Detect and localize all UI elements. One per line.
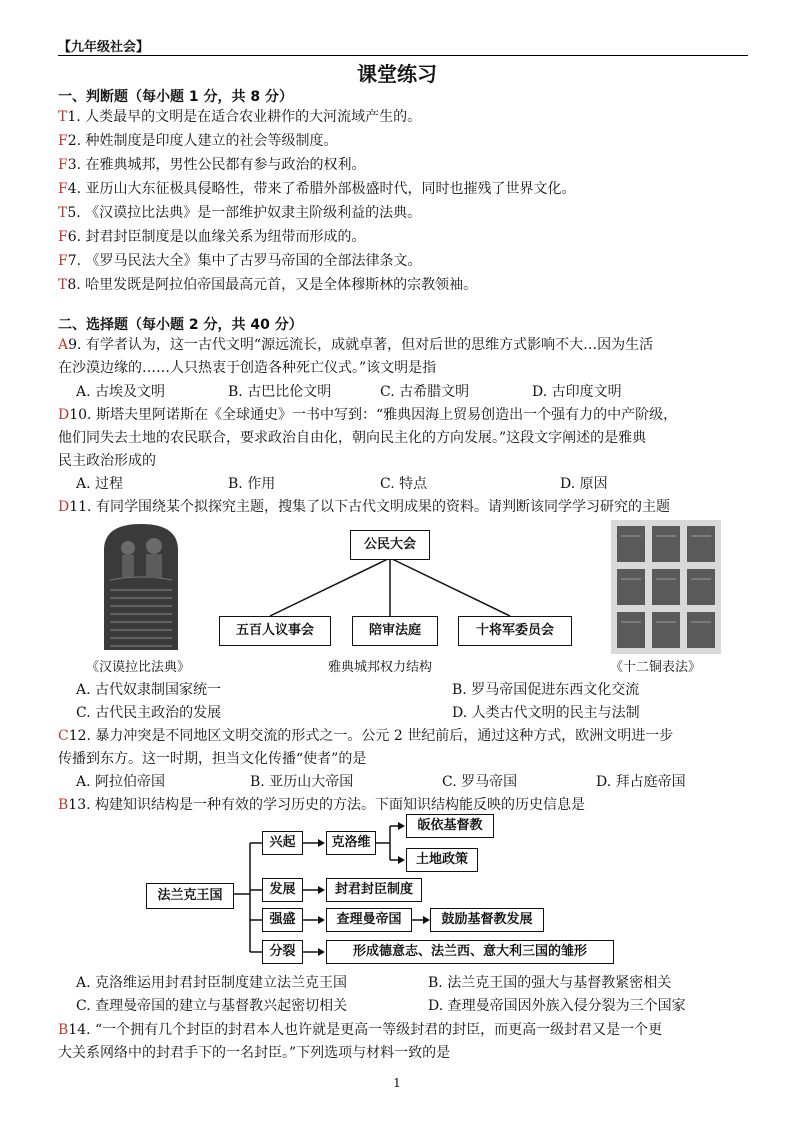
q12-line-2: 传播到东方。这一时期，担当文化传播“使者”的是 — [58, 751, 367, 767]
q10-option-c: C. 特点 — [380, 476, 428, 492]
q11-option-b: B. 罗马帝国促进东西文化交流 — [452, 682, 640, 698]
q13-option-c: C. 查理曼帝国的建立与基督教兴起密切相关 — [76, 998, 348, 1014]
diagram-ten-generals: 十将军委员会 — [458, 616, 572, 646]
q10-option-d: D. 原因 — [560, 476, 608, 492]
stage-split: 分裂 — [262, 940, 303, 964]
tf-item-6: F6. 封君封臣制度是以血缘关系为纽带而形成的。 — [58, 229, 366, 245]
grade-tag: 【九年级社会】 — [58, 40, 150, 55]
q10-line-2: 他们同失去土地的农民联合，要求政治自由化，朝向民主化的方向发展。”这段文字阐述的是雅典 — [58, 430, 647, 446]
q14-line-2: 大关系网络中的封君手下的一名封臣。”下列选项与材料一致的是 — [58, 1045, 451, 1061]
land-policy-box: 土地政策 — [406, 848, 478, 872]
twelve-tables-image — [611, 520, 721, 654]
q10-option-b: B. 作用 — [228, 476, 276, 492]
diagram-citizens-assembly: 公民大会 — [350, 530, 430, 560]
stage-develop: 发展 — [262, 878, 303, 902]
tf-item-1: T1. 人类最早的文明是在适合农业耕作的大河流域产生的。 — [58, 109, 422, 125]
q13-option-d: D. 查理曼帝国因外族入侵分裂为三个国家 — [428, 998, 686, 1014]
stage-rise: 兴起 — [262, 831, 303, 855]
q12-option-d: D. 拜占庭帝国 — [596, 774, 686, 790]
section2-heading: 二、选择题（每小题 2 分，共 40 分） — [58, 317, 303, 333]
tf-item-7: F7. 《罗马民法大全》集中了古罗马帝国的全部法律条文。 — [58, 253, 422, 269]
encourage-christianity-box: 鼓励基督教发展 — [430, 908, 544, 932]
q13-line-1: B13. 构建知识结构是一种有效的学习历史的方法。下面知识结构能反映的历史信息是 — [58, 797, 586, 813]
q9-line-2: 在沙漠边缘的……人只热衷于创造各种死亡仪式。”该文明是指 — [58, 360, 437, 376]
q10-option-a: A. 过程 — [76, 476, 124, 492]
tf-item-3: F3. 在雅典城邦，男性公民都有参与政治的权利。 — [58, 157, 366, 173]
diagram-jury-court: 陪审法庭 — [352, 616, 438, 646]
q12-option-a: A. 阿拉伯帝国 — [76, 774, 166, 790]
q13-option-a: A. 克洛维运用封君封臣制度建立法兰克王国 — [76, 975, 348, 991]
q10-line-3: 民主政治形成的 — [58, 453, 156, 469]
feudal-system-box: 封君封臣制度 — [326, 878, 422, 902]
q11-option-c: C. 古代民主政治的发展 — [76, 705, 222, 721]
tf-item-2: F2. 种姓制度是印度人建立的社会等级制度。 — [58, 133, 338, 149]
stage-strong: 强盛 — [262, 908, 303, 932]
tf-item-5: T5. 《汉谟拉比法典》是一部维护奴隶主阶级利益的法典。 — [58, 205, 422, 221]
q12-line-1: C12. 暴力冲突是不同地区文明交流的形式之一。公元 2 世纪前后，通过这种方式，欧洲文明进一步 — [58, 728, 674, 744]
frankish-kingdom-root: 法兰克王国 — [146, 883, 234, 909]
q10-line-1: D10. 斯塔夫里阿诺斯在《全球通史》一书中写到：“雅典因海上贸易创造出一个强有力的中产阶级， — [58, 407, 678, 423]
caption-twelve-tables: 《十二铜表法》 — [610, 660, 702, 675]
clovis-box: 克洛维 — [326, 831, 376, 855]
charlemagne-empire-box: 查理曼帝国 — [326, 908, 412, 932]
diagram-council-500: 五百人议事会 — [219, 616, 331, 646]
caption-athens: 雅典城邦权力结构 — [328, 660, 433, 675]
caption-hammurabi: 《汉谟拉比法典》 — [86, 660, 191, 675]
three-nations-box: 形成德意志、法兰西、意大利三国的雏形 — [326, 940, 614, 964]
q12-option-b: B. 亚历山大帝国 — [250, 774, 354, 790]
page-title: 课堂练习 — [357, 62, 437, 86]
q12-option-c: C. 罗马帝国 — [442, 774, 518, 790]
q9-option-d: D. 古印度文明 — [532, 384, 622, 400]
convert-christianity-box: 皈依基督教 — [406, 814, 494, 838]
q11-line-1: D11. 有同学围绕某个拟探究主题，搜集了以下古代文明成果的资料。请判断该同学学习研究的主题 — [58, 499, 670, 515]
hammurabi-stele-image — [92, 520, 190, 652]
tf-item-4: F4. 亚历山大东征极具侵略性，带来了希腊外部极盛时代，同时也摧残了世界文化。 — [58, 181, 576, 197]
section1-heading: 一、判断题（每小题 1 分，共 8 分） — [58, 89, 293, 105]
q11-option-a: A. 古代奴隶制国家统一 — [76, 682, 222, 698]
q14-line-1: B14. “一个拥有几个封臣的封君本人也许就是更高一等级封君的封臣，而更高一级封君又是一个更 — [58, 1022, 663, 1038]
q9-option-a: A. 古埃及文明 — [76, 384, 166, 400]
page-number: 1 — [393, 1076, 401, 1090]
q11-option-d: D. 人类古代文明的民主与法制 — [452, 705, 640, 721]
q9-option-b: B. 古巴比伦文明 — [228, 384, 332, 400]
header-rule — [58, 55, 748, 56]
q13-option-b: B. 法兰克王国的强大与基督教紧密相关 — [428, 975, 672, 991]
tf-item-8: T8. 哈里发既是阿拉伯帝国最高元首，又是全体穆斯林的宗教领袖。 — [58, 277, 478, 293]
q9-option-c: C. 古希腊文明 — [380, 384, 470, 400]
q9-line-1: A9. 有学者认为，这一古代文明“源远流长，成就卓著，但对后世的思维方式影响不大…因为生活 — [58, 337, 654, 353]
